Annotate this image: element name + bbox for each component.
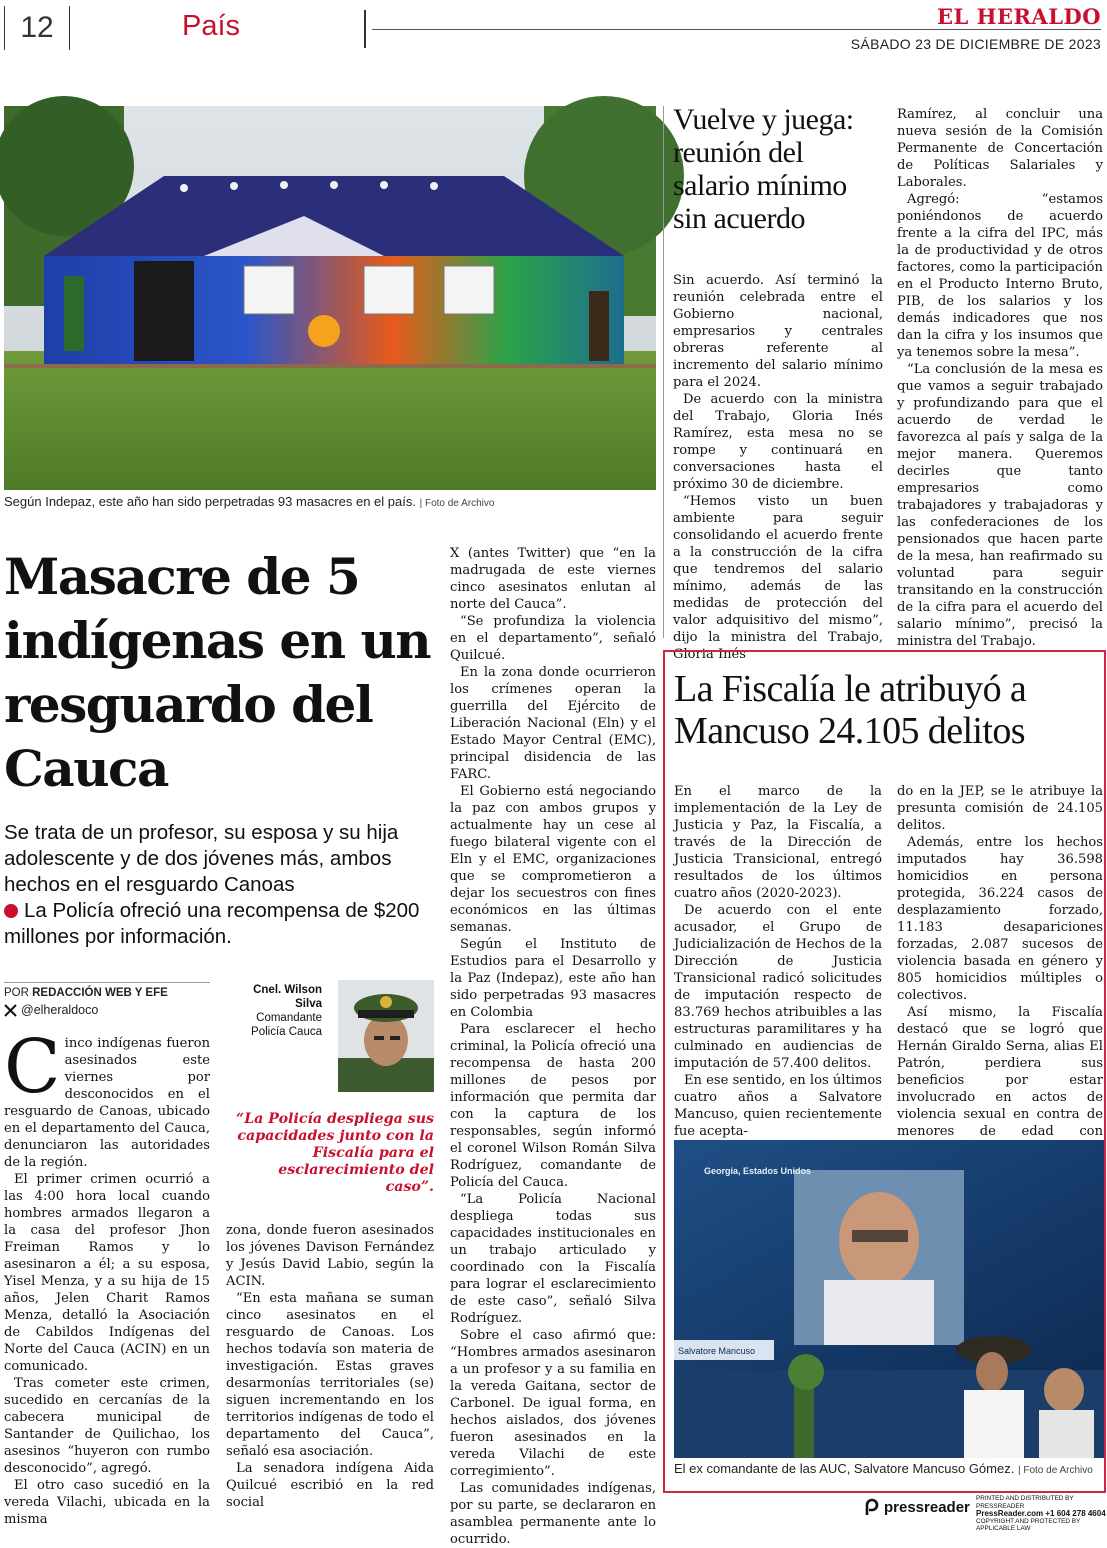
header-rule <box>372 29 1101 30</box>
paragraph: Sin acuerdo. Así terminó la reunión celebrada entre el Gobierno nacional, empresarios y centrales obreras referente al incremento del salario mínimo para el 2024. <box>673 273 883 390</box>
paragraph: “La Policía Nacional despliega todas sus capacidades institucionales en un trabajo articulado y coordinado con la Fiscalía para lograr el esclarecimiento de este caso”, señaló Silva Rodríguez. <box>450 1192 656 1326</box>
notice-line-1: PRINTED AND DISTRIBUTED BY PRESSREADER <box>976 1495 1074 1510</box>
bullet-dot-icon <box>4 904 18 918</box>
paragraph: “La conclusión de la mesa es que vamos a seguir trabajado y profundizando para que el acuerdo de verdad le favorezca al país y salga de la mejor manera. Queremos decirles que tanto empresarios como trabajadores y trabajadoras y las confederaciones de los pensionados que hacen parte de la mesa, han reafirmado su voluntad para seguir transitando en la construcción de la cifra para el acuerdo del salario mínimo”, precisó la ministra del Trabajo. <box>897 362 1103 649</box>
issue-date: SÁBADO 23 DE DICIEMBRE DE 2023 <box>850 36 1101 52</box>
paragraph: “Hemos visto un buen ambiente para seguir consolidando el acuerdo frente a la construcción de la cifra que tendremos del salario mínimo, además de las medidas de protección del valor adquisitivo del mismo”, dijo la ministra del Trabajo, Gloria Inés <box>673 494 883 662</box>
paragraph: El Gobierno está negociando la paz con ambos grupos y actualmente hay un cese al fuego bilateral vigente con el Eln y el EMC, organizaciones que se comprometieron a dejar los secuestros con fines económicos en las últimas semanas. <box>450 784 656 935</box>
paragraph: Sobre el caso afirmó que: “Hombres armados asesinaron a un profesor y a su familia en la vereda Gaitana, sector de Carbonel. De igual forma, en hechos aislados, dos jóvenes fueron asesinados en la vereda Vilachi de este corregimiento”. <box>450 1328 656 1479</box>
header-divider <box>364 10 366 48</box>
paragraph: De acuerdo con la ministra del Trabajo, Gloria Inés Ramírez, esta mesa no se rompe y continuará en conversaciones hasta el próximo 30 de diciembre. <box>673 392 883 492</box>
paragraph: Para esclarecer el hecho criminal, la Policía ofreció una recompensa de hasta 200 millones de pesos por información que permita dar con la captura de los responsables, según informó el coronel Wilson Román Silva Rodríguez, comandante de Policía del Cauca. <box>450 1022 656 1190</box>
pressreader-logo <box>864 1497 968 1517</box>
paragraph: Tras cometer este crimen, sucedido en cercanías de la cabecera municipal de Santander de Quilichao, los asesinos “huyeron con rumbo desconocido”, agregó. <box>4 1376 210 1476</box>
subhead-line-2-text: La Policía ofreció una recompensa de $200 millones por información. <box>4 899 420 948</box>
main-story-column-3 <box>450 545 656 1548</box>
subhead-line-2 <box>4 898 434 950</box>
salary-column-1 <box>673 272 883 663</box>
photo-credit: | Foto de Archivo <box>1017 1465 1093 1476</box>
x-logo-icon <box>4 1004 17 1017</box>
paragraph: Así mismo, la Fiscalía destacó que se logró que Hernán Giraldo Serna, alias El Patrón, perdiera sus beneficios por estar involucrado en actos de violencia sexual en contra de menores de edad con <box>897 1005 1103 1139</box>
paragraph: “Se profundiza la violencia en el departamento”, señaló Quilcué. <box>450 614 656 663</box>
photo-credit: | Foto de Archivo <box>419 498 495 509</box>
section-label: País <box>182 10 241 42</box>
colonel-portrait <box>338 980 434 1092</box>
paragraph: El otro caso sucedió en la vereda Vilachi, ubicada en la misma <box>4 1478 210 1527</box>
subhead-line-1: Se trata de un profesor, su esposa y su hija adolescente y de dos jóvenes más, ambos hechos en el resguardo Canoas <box>4 821 399 896</box>
paragraph: zona, donde fueron asesinados los jóvenes Davison Fernández y Jesús David Labio, según la ACIN. <box>226 1223 434 1289</box>
paragraph: Además, entre los hechos imputados hay 36.598 homicidios en persona protegida, 36.224 casos de desplazamiento forzado, 11.183 desapariciones forzadas, 2.087 sucesos de violencia basada en género y 805 homicidios múltiples o colectivos. <box>897 835 1103 1003</box>
fiscalia-column-1 <box>674 783 882 1140</box>
byline <box>4 987 168 999</box>
notice-line-2: PressReader.com +1 604 278 4604 <box>976 1509 1106 1519</box>
pressreader-wordmark: pressreader <box>884 1498 970 1516</box>
paragraph: Ramírez, al concluir una nueva sesión de la Comisión Permanente de Concertación de Políticas Salariales y Laborales. <box>897 107 1103 190</box>
fiscalia-column-2 <box>897 783 1103 1174</box>
main-story-column-1 <box>4 1024 210 1528</box>
main-story-column-2 <box>226 1222 434 1511</box>
main-headline: Masacre de 5 indígenas en un resguardo del Cauca <box>4 547 431 798</box>
pressreader-notice <box>976 1495 1107 1533</box>
paragraph: La senadora indígena Aida Quilcué escribió en la red social <box>226 1461 434 1510</box>
paragraph: Agregó: “estamos poniéndonos de acuerdo frente a la cifra del IPC, más la de productividad y de otros factores, como la participación en el Producto Interno Bruto, PIB, de los salarios y los demás indicadores que nos dan la cifra y los insumos que ya tenemos sobre la mesa”. <box>897 192 1103 360</box>
paragraph: “En esta mañana se suman cinco asesinatos en el resguardo de Canoas. Los hechos todavía son materia de investigación. Estas graves desarmonías territoriales (se) siguen incrementando en los territorios indígenas de todo el departamento del Cauca”, señaló esa asociación. <box>226 1291 434 1459</box>
pull-quote: “La Policía despliega sus capacidades junto con la Fiscalía para el esclarecimiento del caso”. <box>236 1111 434 1195</box>
quote-name-2: Silva <box>295 998 322 1010</box>
fiscalia-headline: La Fiscalía le atribuyó a Mancuso 24.105 delitos <box>674 668 1027 752</box>
byline-name: REDACCIÓN WEB Y EFE <box>32 987 168 999</box>
paragraph: El primer crimen ocurrió a las 4:00 hora local cuando hombres armados llegaron a la casa del profesor Jhon Freiman Ramos y lo asesinaron a él; a su esposa, Yisel Menza, y a su hija de 15 años, Jelen Charit Ramos Menza, detalló la Asociación de Cabildos Indígenas del Norte del Cauca (ACIN) en un comunicado. <box>4 1172 210 1374</box>
subheadline <box>4 820 434 950</box>
caption-text: Según Indepaz, este año han sido perpetradas 93 masacres en el país. <box>4 494 416 509</box>
notice-line-3: COPYRIGHT AND PROTECTED BY APPLICABLE LAW <box>976 1517 1081 1533</box>
mancuso-hearing-photo <box>674 1140 1104 1458</box>
byline-rule <box>4 982 210 983</box>
quote-name-1: Cnel. Wilson <box>253 984 322 996</box>
screen-name-text: Salvatore Mancuso <box>678 1346 756 1356</box>
paragraph: X (antes Twitter) que “en la madrugada de este viernes cinco asesinatos enlutan al norte del Cauca”. <box>450 546 656 612</box>
quote-role-1: Comandante <box>256 1012 322 1024</box>
paragraph: do en la JEP, se le atribuye la presunta comisión de 24.105 delitos. <box>897 784 1103 833</box>
paragraph: Las comunidades indígenas, por su parte, se declararon en asamblea permanente ante lo ocurrido. <box>450 1481 656 1547</box>
salary-headline: Vuelve y juega: reunión del salario mínimo sin acuerdo <box>673 103 854 235</box>
paragraph: En el marco de la implementación de la Ley de Justicia y Paz, la Fiscalía, a través de la Dirección de Justicia Transicional, entregó resultados de los últimos cuatro años (2020-2023). <box>674 784 882 901</box>
page-number: 12 <box>4 6 70 50</box>
paragraph: inco indígenas fueron asesinados este viernes por desconocidos en el resguardo de Canoas, ubicado en el departamento del Cauca, denunciaron las autoridades de la región. <box>4 1036 210 1170</box>
quote-attribution <box>226 983 322 1039</box>
screen-location-text: Georgia, Estados Unidos <box>704 1166 812 1176</box>
salary-column-2 <box>897 106 1103 650</box>
paragraph: Según el Instituto de Estudios para el Desarrollo y la Paz (Indepaz), este año han sido perpetradas 93 masacres en Colombia <box>450 937 656 1020</box>
social-handle <box>4 1003 98 1017</box>
column-divider <box>663 106 664 638</box>
paragraph: De acuerdo con el ente acusador, el Grupo de Judicialización de Hechos de la Dirección de Justicia Transicional radicó solicitudes de imputación respecto de 83.769 hechos atribuibles a las estructuras paramilitares y ha culminado en audiencias de imputación de 57.400 delitos. <box>674 903 882 1071</box>
paragraph: En la zona donde ocurrieron los crímenes operan la guerrilla del Ejército de Liberación Nacional (Eln) y el Estado Mayor Central (EMC), principal disidencia de las FARC. <box>450 665 656 782</box>
mural-house-photo <box>4 106 656 490</box>
quote-role-2: Policía Cauca <box>251 1026 322 1038</box>
photo-caption <box>674 1461 1093 1476</box>
caption-text: El ex comandante de las AUC, Salvatore Mancuso Gómez. <box>674 1461 1015 1476</box>
handle-text: @elheraldoco <box>21 1003 99 1017</box>
paragraph: En ese sentido, en los últimos cuatro años a Salvatore Mancuso, quien recientemente fue acepta- <box>674 1073 882 1139</box>
newspaper-brand: EL HERALDO <box>937 4 1101 29</box>
dropcap: C <box>4 1024 61 1110</box>
photo-caption <box>4 494 494 509</box>
pressreader-icon <box>864 1498 880 1516</box>
byline-prefix: POR <box>4 987 29 999</box>
